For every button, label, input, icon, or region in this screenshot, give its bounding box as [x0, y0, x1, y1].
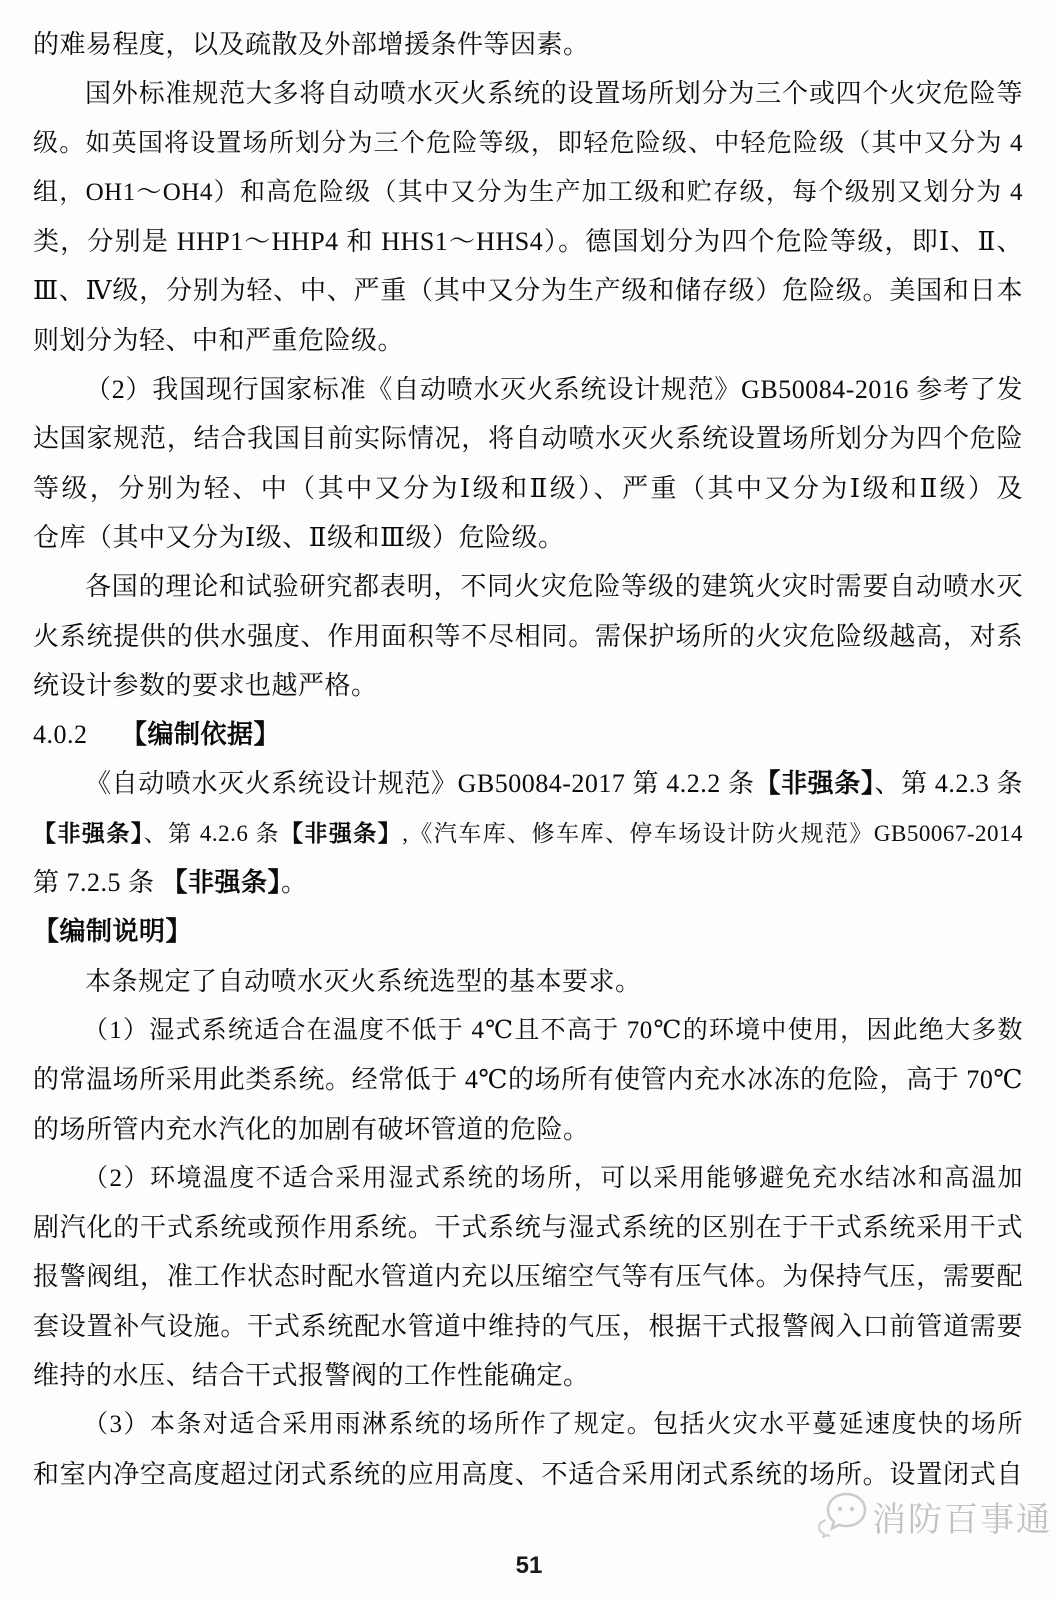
body-text: 报警阀组，准工作状态时配水管道内充以压缩空气等有压气体。为保持气压，需要配 [33, 1262, 1023, 1292]
text-line [33, 1252, 1023, 1301]
text-line [33, 20, 1023, 69]
text-line [33, 858, 1023, 907]
body-text: ,《汽车库、修车库、停车场设计防火规范》GB50067-2014 [402, 820, 1023, 846]
text-line [33, 562, 1023, 611]
body-text: 。 [281, 868, 308, 898]
text-line [33, 414, 1023, 463]
body-text: 各国的理论和试验研究都表明，不同火灾危险等级的建筑火灾时需要自动喷水灭 [85, 572, 1023, 602]
emphasis-text: 【非强条】 [33, 820, 144, 846]
text-line [33, 1154, 1023, 1203]
body-text: 、第 4.2.3 条 [874, 769, 1023, 799]
text-line [33, 119, 1023, 168]
page-number: 51 [515, 1552, 543, 1579]
body-text: 套设置补气设施。干式系统配水管道中维持的气压，根据干式报警阀入口前管道需要 [33, 1311, 1023, 1341]
body-text: 组，OH1～OH4）和高危险级（其中又分为生产加工级和贮存级，每个级别又划分为 4 [33, 178, 1023, 206]
body-text: （2）我国现行国家标准《自动喷水灭火系统设计规范》GB50084-2016 参考了发 [85, 375, 1023, 405]
body-text: 达国家规范，结合我国目前实际情况，将自动喷水灭火系统设置场所划分为四个危险 [33, 424, 1023, 454]
text-line [33, 266, 1023, 315]
body-text: 统设计参数的要求也越严格。 [33, 670, 378, 700]
text-line [33, 1055, 1023, 1104]
body-text: 仓库（其中又分为Ⅰ级、Ⅱ级和Ⅲ级）危险级。 [33, 522, 565, 552]
watermark-text: 消防百事通 [872, 1502, 1052, 1539]
body-text: 维持的水压、结合干式报警阀的工作性能确定。 [33, 1361, 590, 1391]
text-line [33, 710, 1023, 759]
emphasis-text: 【非强条】 [161, 868, 282, 898]
body-text: 《自动喷水灭火系统设计规范》GB50084-2017 第 4.2.2 条 [85, 769, 755, 799]
emphasis-text: 【编制说明】 [33, 917, 193, 947]
text-line [33, 1450, 1023, 1499]
text-line [33, 1006, 1023, 1055]
text-line [33, 661, 1023, 710]
emphasis-text: 【非强条】 [754, 769, 875, 799]
body-text: 第 7.2.5 条 [33, 868, 162, 898]
body-text: 的场所管内充水汽化的加剧有破坏管道的危险。 [33, 1114, 590, 1144]
text-line [33, 69, 1023, 118]
text-line [33, 217, 1023, 266]
body-text: （3）本条对适合采用雨淋系统的场所作了规定。包括火灾水平蔓延速度快的场所 [83, 1411, 1023, 1439]
emphasis-text: 【非强条】 [279, 820, 403, 846]
body-text: 的常温场所采用此类系统。经常低于 4℃的场所有使管内充水冰冻的危险，高于 70℃ [33, 1065, 1023, 1095]
text-line [33, 1105, 1023, 1154]
body-text: 级。如英国将设置场所划分为三个危险等级，即轻危险级、中轻危险级（其中又分为 4 [33, 129, 1023, 157]
body-text: 本条规定了自动喷水灭火系统选型的基本要求。 [85, 966, 642, 996]
body-text: 类，分别是 HHP1～HHP4 和 HHS1～HHS4）。德国划分为四个危险等级，即Ⅰ、Ⅱ、 [33, 227, 1023, 257]
text-line [33, 316, 1023, 365]
text-line [33, 513, 1023, 562]
text-line [33, 365, 1023, 414]
body-text: 的难易程度，以及疏散及外部增援条件等因素。 [33, 30, 590, 59]
text-line [33, 612, 1023, 661]
body-text: 4.0.2 [33, 720, 122, 750]
body-text: （1）湿式系统适合在温度不低于 4℃且不高于 70℃的环境中使用，因此绝大多数 [83, 1016, 1023, 1044]
body-text: （2）环境温度不适合采用湿式系统的场所，可以采用能够避免充水结冰和高温加 [83, 1164, 1023, 1192]
text-line [33, 464, 1023, 513]
text-line [33, 907, 1023, 956]
text-line [33, 1400, 1023, 1449]
body-text: 等级，分别为轻、中（其中又分为Ⅰ级和Ⅱ级）、严重（其中又分为Ⅰ级和Ⅱ级）及 [33, 473, 1023, 503]
text-line [33, 1203, 1023, 1252]
document-body [33, 20, 1023, 1499]
text-line [33, 1302, 1023, 1351]
text-line [33, 759, 1023, 808]
body-text: 国外标准规范大多将自动喷水灭火系统的设置场所划分为三个或四个火灾危险等 [85, 79, 1023, 109]
text-line [33, 957, 1023, 1006]
body-text: 、第 4.2.6 条 [143, 820, 280, 846]
body-text: 和室内净空高度超过闭式系统的应用高度、不适合采用闭式系统的场所。设置闭式自 [33, 1459, 1023, 1489]
text-line [33, 168, 1023, 217]
text-line [33, 1351, 1023, 1400]
text-line [33, 809, 1023, 858]
body-text: Ⅲ、Ⅳ级，分别为轻、中、严重（其中又分为生产级和储存级）危险级。美国和日本 [33, 276, 1023, 306]
body-text: 火系统提供的供水强度、作用面积等不尽相同。需保护场所的火灾危险级越高，对系 [33, 621, 1023, 651]
emphasis-text: 【编制依据】 [121, 720, 281, 750]
body-text: 剧汽化的干式系统或预作用系统。干式系统与湿式系统的区别在于干式系统采用干式 [33, 1213, 1023, 1243]
body-text: 则划分为轻、中和严重危险级。 [33, 325, 405, 355]
